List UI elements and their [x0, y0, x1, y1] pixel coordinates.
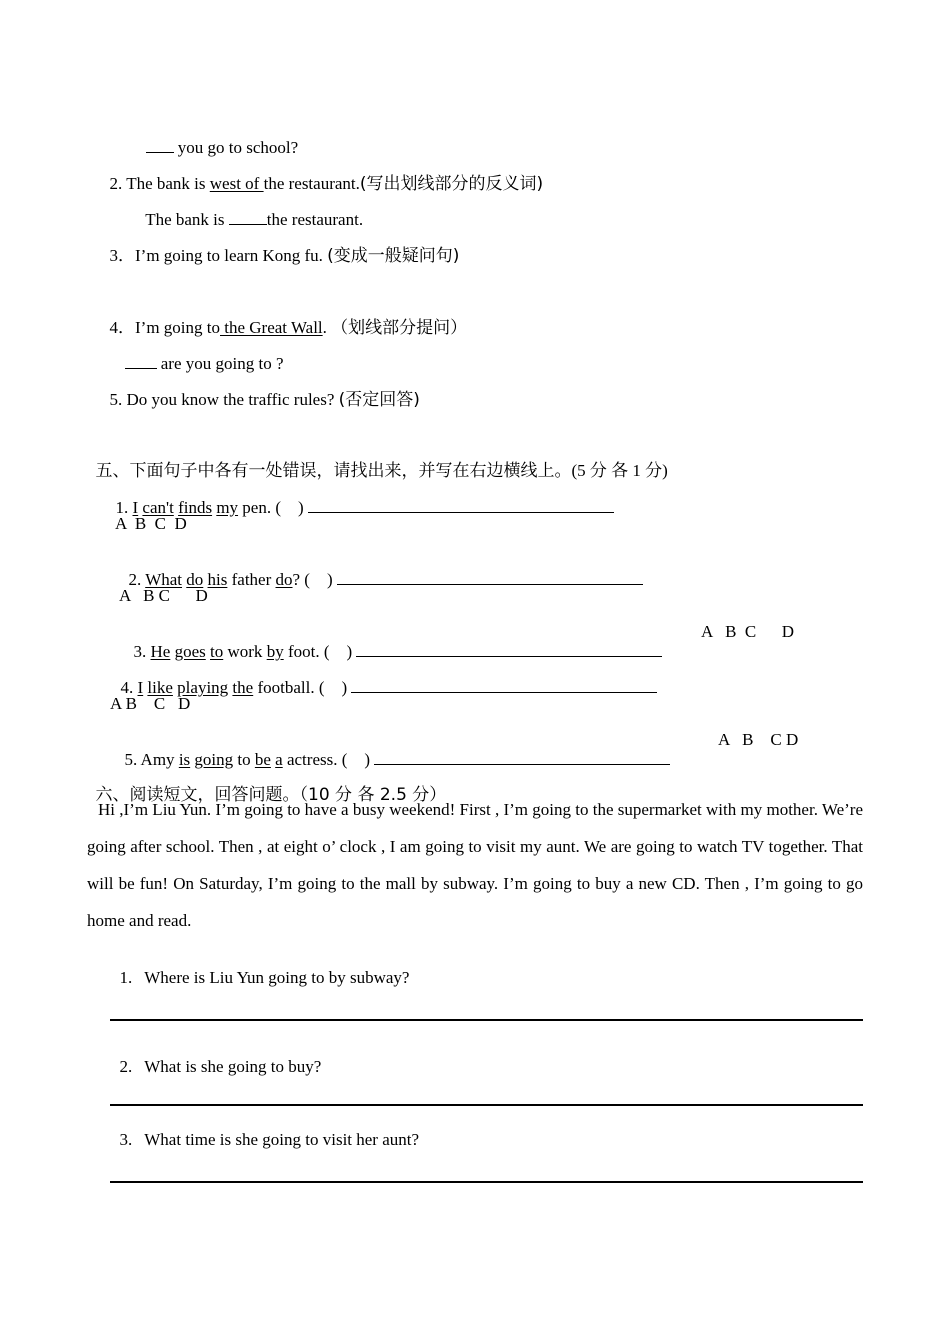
- item-tail: ? ( ): [292, 570, 333, 589]
- s5-item-3: [125, 622, 662, 662]
- option-b: goes: [174, 642, 206, 661]
- answer-blank[interactable]: [146, 138, 174, 153]
- correction-blank[interactable]: [374, 750, 670, 765]
- option-a: is: [178, 750, 191, 769]
- option-a: I: [137, 678, 144, 697]
- correction-blank[interactable]: [351, 678, 657, 693]
- question-1: [111, 948, 409, 988]
- section5-title: [87, 441, 668, 481]
- item-num: 4.: [120, 678, 138, 697]
- s5-item-5-letters: A B C D: [718, 730, 799, 749]
- q4-underlined: the Great Wall: [220, 318, 323, 337]
- s5-item-1-letters: A B C D: [115, 514, 187, 533]
- q2-underlined: west of: [209, 174, 264, 193]
- q2-answer-a: The bank is: [145, 210, 229, 229]
- q4-text-b: .: [322, 318, 332, 337]
- option-c: finds: [178, 498, 213, 517]
- s4-q2: [101, 154, 543, 194]
- q2-rest: the restaurant.: [263, 174, 360, 193]
- question-3: [111, 1110, 419, 1150]
- option-c: his: [207, 570, 228, 589]
- item-num: 1.: [115, 498, 133, 517]
- q3-note: (变成一般疑问句): [327, 246, 460, 266]
- s5-item-2: [120, 550, 643, 590]
- option-d: by: [266, 642, 284, 661]
- answer-line-1[interactable]: [110, 1019, 863, 1021]
- s5-item-2-letters: A B C D: [119, 586, 208, 605]
- q2-text: 2. The bank is: [109, 174, 210, 193]
- section5-title-text: 五、下面句子中各有一处错误，请找出来，并写在右边横线上。: [95, 461, 572, 481]
- s5-item-4-letters: A B C D: [110, 694, 191, 713]
- option-b: going: [194, 750, 234, 769]
- option-c: to: [210, 642, 224, 661]
- reading-passage: [87, 791, 863, 939]
- option-d: the: [232, 678, 254, 697]
- s4-q4-answer-line: [116, 334, 284, 374]
- section5-score: (5 分 各 1 分): [571, 461, 668, 480]
- q4-note: （划线部分提问）: [331, 318, 468, 338]
- s5-item-5: [116, 730, 670, 770]
- option-b: do: [186, 570, 204, 589]
- item-tail: foot. ( ): [283, 642, 353, 661]
- option-d: a: [275, 750, 283, 769]
- item-mid: to: [233, 750, 255, 769]
- item-num: 2.: [128, 570, 146, 589]
- section6-score: （10 分 各 2.5 分）: [299, 785, 447, 805]
- option-c: playing: [177, 678, 229, 697]
- q1-tail: you go to school?: [177, 138, 299, 157]
- answer-line-3[interactable]: [110, 1181, 863, 1183]
- s4-q4: [101, 298, 467, 338]
- s4-q1-answer-line: [137, 118, 298, 158]
- q3-text: 3．I’m going to learn Kong fu.: [109, 246, 328, 265]
- option-b: can't: [142, 498, 174, 517]
- q4-text-a: 4．I’m going to: [109, 318, 220, 337]
- s5-item-1: [107, 478, 614, 518]
- s5-item-4: [112, 658, 657, 698]
- answer-blank[interactable]: [229, 210, 267, 225]
- question-text: What is she going to buy?: [144, 1057, 322, 1076]
- section6-title-text: 六、阅读短文，回答问题。: [95, 785, 300, 805]
- item-num: 3.: [133, 642, 151, 661]
- s4-q2-answer-line: [137, 190, 363, 230]
- item-num: 5. Amy: [124, 750, 179, 769]
- option-a: I: [132, 498, 139, 517]
- question-num: 1.: [119, 968, 133, 987]
- option-b: like: [147, 678, 173, 697]
- item-tail: actress. ( ): [282, 750, 371, 769]
- option-a: He: [150, 642, 171, 661]
- option-d: my: [216, 498, 239, 517]
- option-a: What: [145, 570, 183, 589]
- question-text: Where is Liu Yun going to by subway?: [144, 968, 410, 987]
- passage-text: Hi ,I’m Liu Yun. I’m going to have a busy weekend! First , I’m going to the supermarket with my mother. We’re going after school. Then , at eight o’ clock , I am going to visit my aunt. We are going to watch TV together. That will be fun! On Saturday, I’m going to the mall by subway. I’m going to buy a new CD. Then , I’m going to go home and read.: [87, 800, 863, 930]
- correction-blank[interactable]: [356, 642, 662, 657]
- item-mid: work: [223, 642, 267, 661]
- question-num: 2.: [119, 1057, 133, 1076]
- option-c: be: [254, 750, 271, 769]
- s4-q3: [101, 226, 459, 266]
- question-num: 3.: [119, 1130, 133, 1149]
- question-2: [111, 1037, 321, 1077]
- q5-note: (否定回答): [338, 390, 420, 410]
- q2-answer-b: the restaurant.: [266, 210, 364, 229]
- option-d: do: [275, 570, 293, 589]
- correction-blank[interactable]: [308, 498, 614, 513]
- item-tail: football. ( ): [253, 678, 348, 697]
- item-tail: pen. ( ): [238, 498, 304, 517]
- answer-line-2[interactable]: [110, 1104, 863, 1106]
- s5-item-3-letters: A B C D: [701, 622, 795, 641]
- question-text: What time is she going to visit her aunt?: [144, 1130, 420, 1149]
- q5-text: 5. Do you know the traffic rules?: [109, 390, 339, 409]
- q4-answer: are you going to ?: [156, 354, 284, 373]
- item-mid: father: [227, 570, 276, 589]
- correction-blank[interactable]: [337, 570, 643, 585]
- q2-note: (写出划线部分的反义词): [359, 174, 544, 194]
- answer-blank[interactable]: [125, 354, 157, 369]
- s4-q5: [101, 370, 420, 410]
